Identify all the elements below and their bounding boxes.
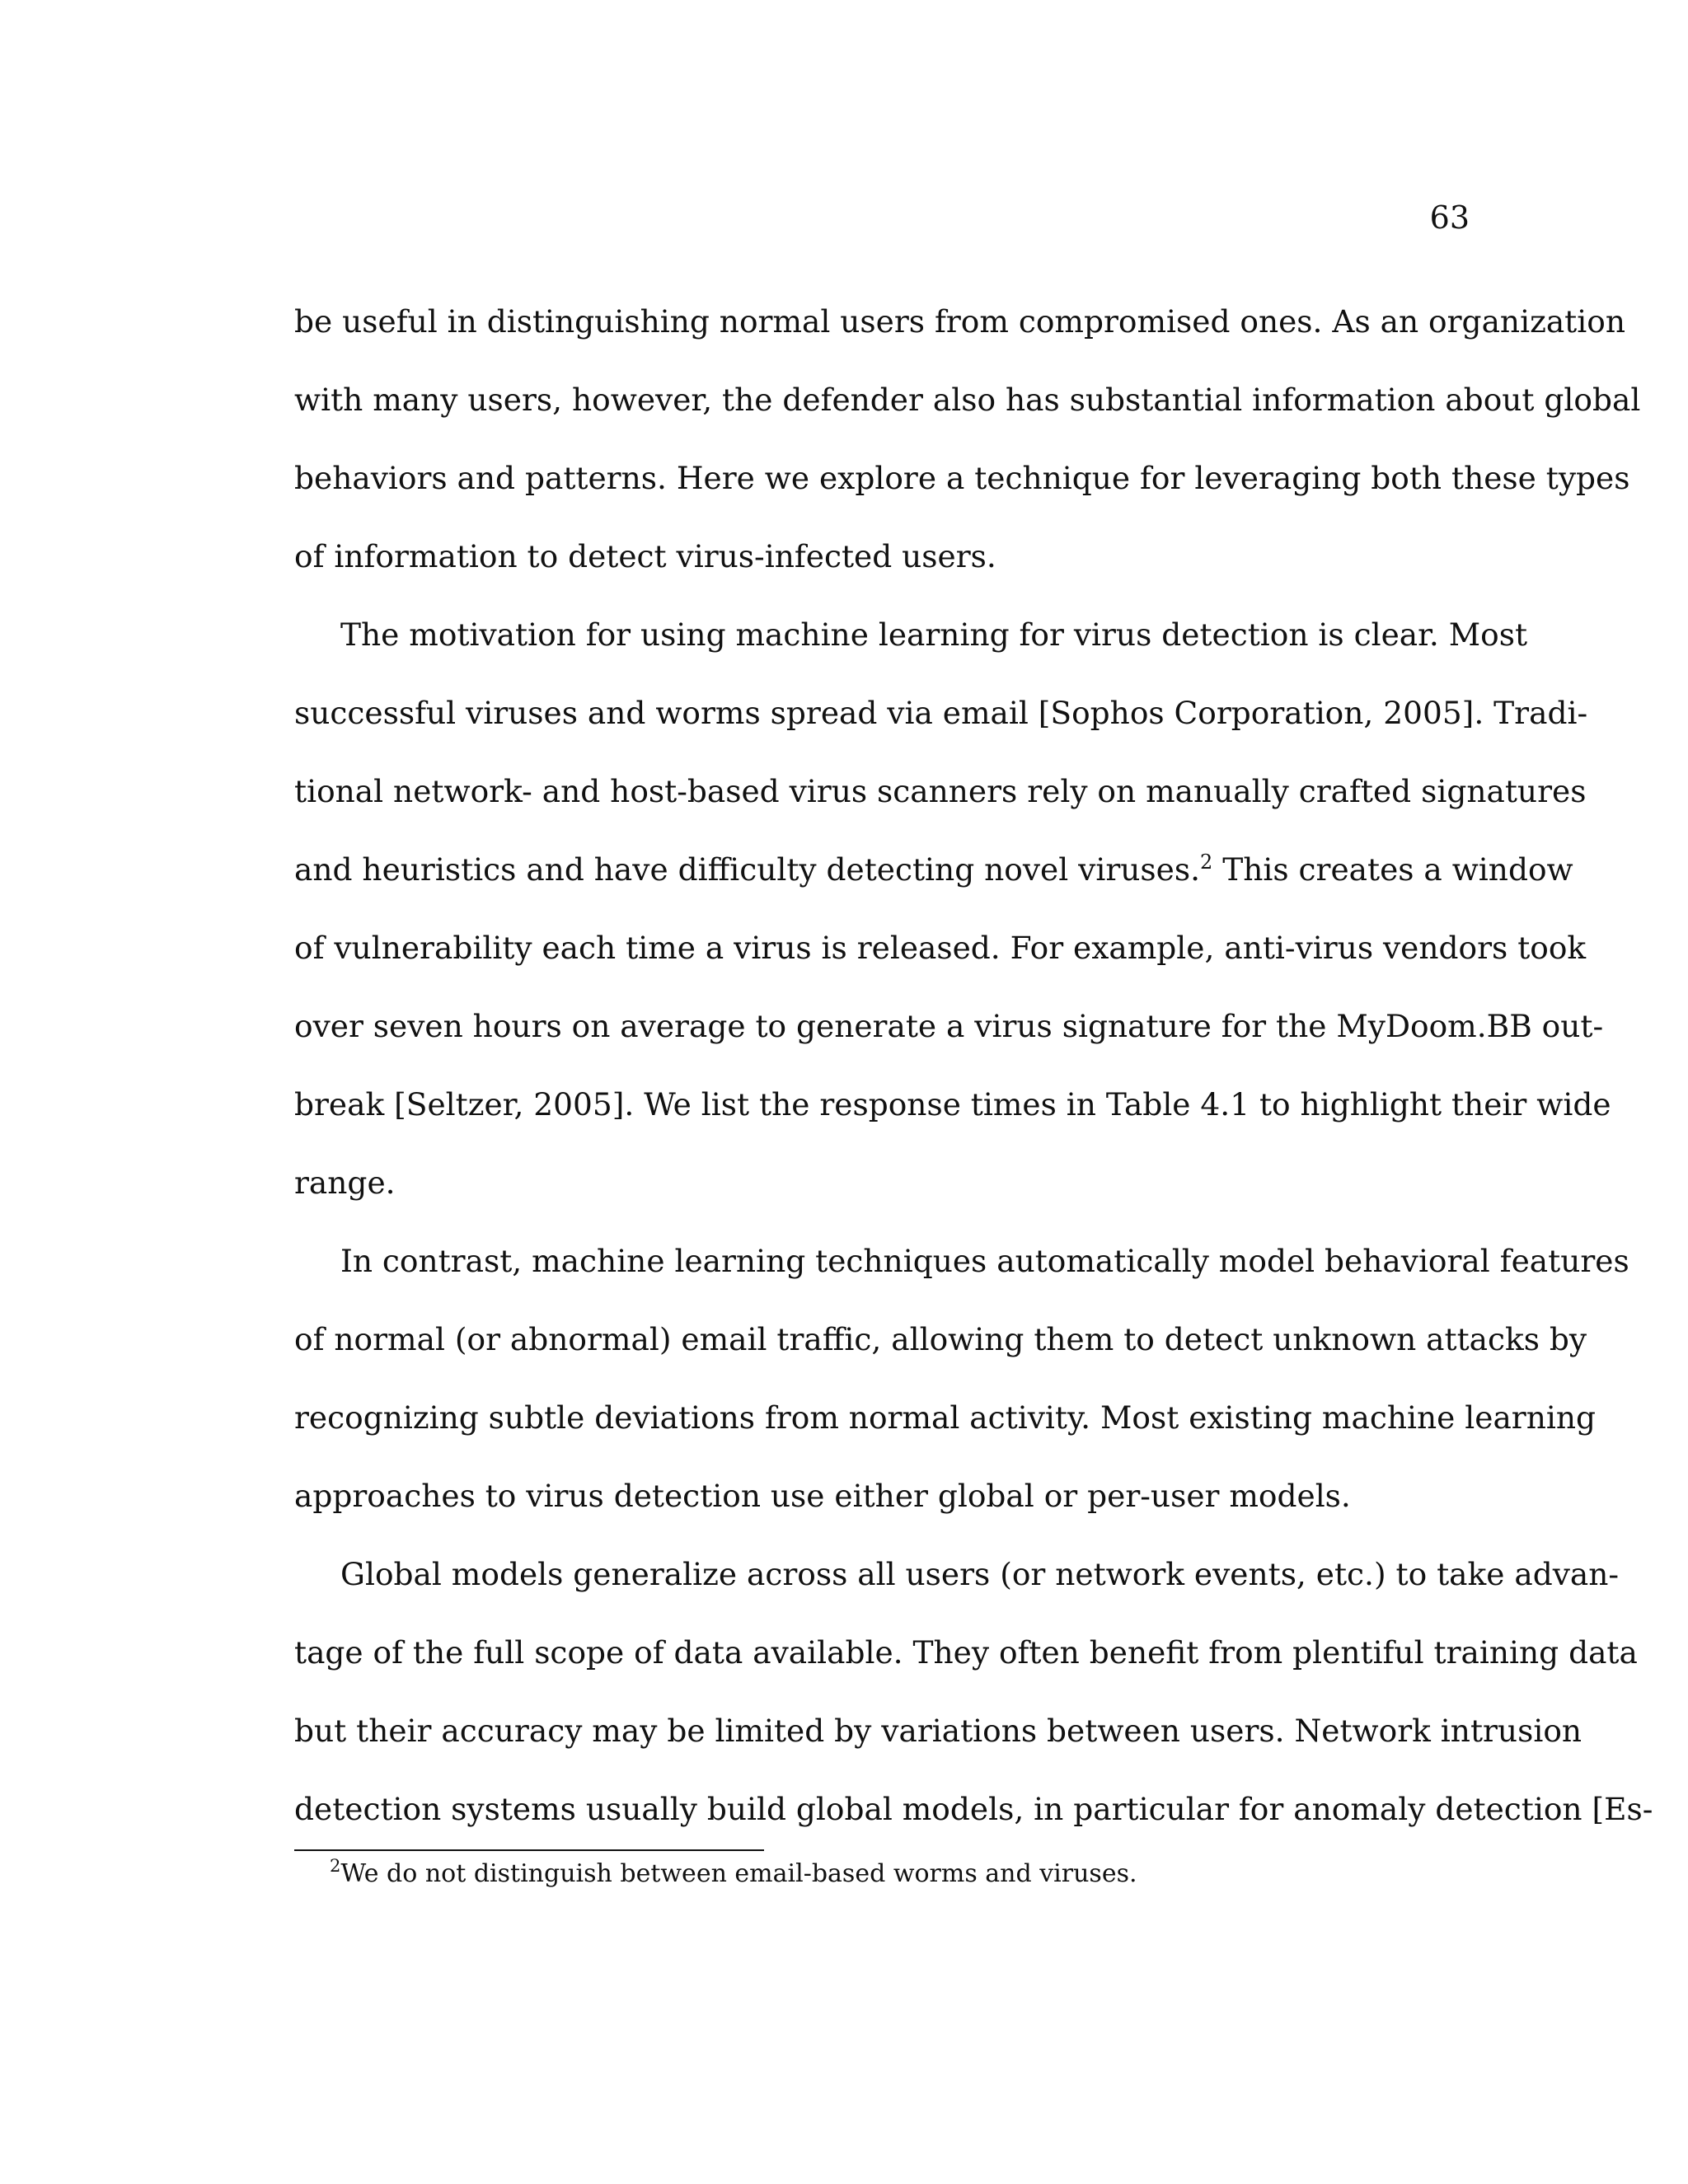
body-text-line-with-footnote-ref bbox=[294, 846, 1573, 893]
footnote-marker: 2 bbox=[330, 1856, 341, 1876]
body-text-line: detection systems usually build global models, in particular for anomaly detection [Es- bbox=[294, 1791, 1653, 1827]
body-text-segment: This creates a window bbox=[1222, 851, 1573, 888]
page-number: 63 bbox=[1429, 199, 1470, 236]
body-text-line: tional network- and host-based virus scanners rely on manually crafted signatures bbox=[294, 773, 1587, 809]
body-text-line: of normal (or abnormal) email traffic, allowing them to detect unknown attacks by bbox=[294, 1321, 1587, 1357]
footnote-reference: 2 bbox=[1200, 851, 1213, 874]
body-text-line: over seven hours on average to generate a virus signature for the MyDoom.BB out- bbox=[294, 1008, 1604, 1044]
body-text-line: with many users, however, the defender also has substantial information about global bbox=[294, 382, 1641, 418]
body-text-line: successful viruses and worms spread via email [Sophos Corporation, 2005]. Tradi- bbox=[294, 695, 1588, 731]
body-text-line: approaches to virus detection use either global or per-user models. bbox=[294, 1478, 1351, 1514]
body-text-line: Global models generalize across all users (or network events, etc.) to take advan- bbox=[340, 1556, 1620, 1592]
body-text-line: of vulnerability each time a virus is released. For example, anti-virus vendors took bbox=[294, 930, 1587, 966]
footnote-rule bbox=[294, 1849, 764, 1851]
body-text-line: behaviors and patterns. Here we explore a technique for leveraging both these types bbox=[294, 460, 1630, 496]
footnote bbox=[330, 1856, 1137, 1892]
body-text-line: break [Seltzer, 2005]. We list the response times in Table 4.1 to highlight their wide bbox=[294, 1086, 1611, 1122]
body-text-line: The motivation for using machine learning for virus detection is clear. Most bbox=[340, 616, 1528, 653]
body-text-line: recognizing subtle deviations from normal activity. Most existing machine learning bbox=[294, 1399, 1597, 1436]
footnote-text: We do not distinguish between email-based worms and viruses. bbox=[340, 1859, 1137, 1888]
body-text-segment: and heuristics and have difficulty detecting novel viruses. bbox=[294, 851, 1200, 888]
body-text-line: of information to detect virus-infected users. bbox=[294, 538, 996, 574]
body-text-line: but their accuracy may be limited by variations between users. Network intrusion bbox=[294, 1713, 1582, 1749]
body-text-line: be useful in distinguishing normal users from compromised ones. As an organization bbox=[294, 303, 1625, 340]
body-text-line: In contrast, machine learning techniques automatically model behavioral features bbox=[340, 1243, 1629, 1279]
body-text-line: tage of the full scope of data available. They often benefit from plentiful training data bbox=[294, 1634, 1638, 1671]
body-text-line: range. bbox=[294, 1165, 396, 1201]
